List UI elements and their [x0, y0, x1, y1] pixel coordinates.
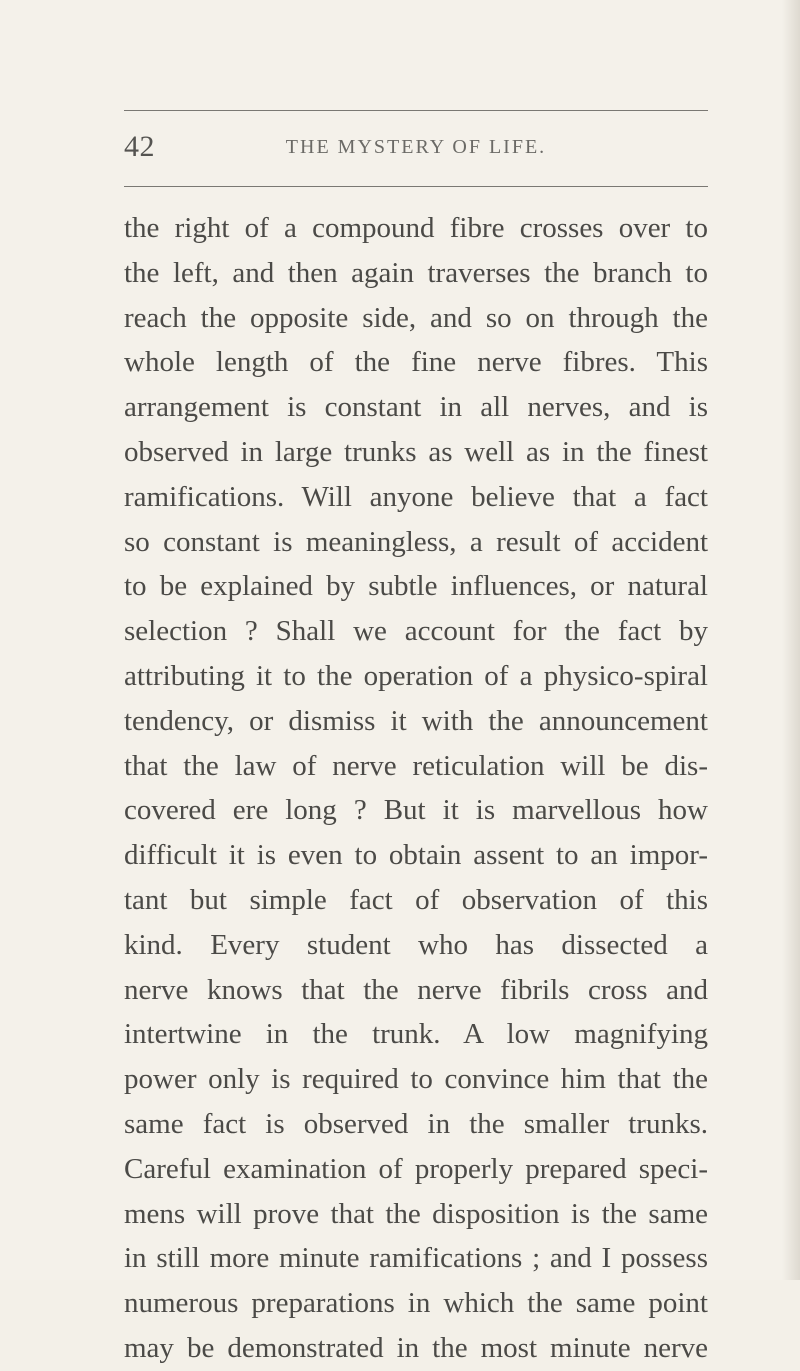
- text-line: Careful examination of properly prepared speci-: [124, 1152, 708, 1185]
- text-line: mens will prove that the disposition is the same: [124, 1197, 708, 1230]
- text-line: to be explained by subtle influences, or natural: [124, 570, 708, 603]
- text-line: reach the opposite side, and so on through the: [124, 301, 708, 334]
- text-line: intertwine in the trunk. A low magnifying: [124, 1018, 708, 1051]
- text-line: numerous preparations in which the same point: [124, 1287, 708, 1320]
- text-line: may be demonstrated in the most minute nerve: [124, 1331, 708, 1364]
- text-line: power only is required to convince him that the: [124, 1063, 708, 1096]
- header-rule-bottom: [124, 186, 708, 187]
- text-line: tendency, or dismiss it with the announcement: [124, 704, 708, 737]
- text-line: kind. Every student who has dissected a: [124, 928, 708, 961]
- text-line: the left, and then again traverses the branch to: [124, 256, 708, 289]
- page-number: 42: [124, 130, 155, 163]
- body-paragraph: [124, 206, 708, 1371]
- text-line: that the law of nerve reticulation will be dis-: [124, 749, 708, 782]
- page-header: [124, 130, 708, 170]
- text-line: whole length of the fine nerve fibres. This: [124, 346, 708, 379]
- text-line: the right of a compound fibre crosses over to: [124, 212, 708, 244]
- text-line: in still more minute ramifications ; and I possess: [124, 1242, 708, 1275]
- text-line: difficult it is even to obtain assent to an impor-: [124, 839, 708, 872]
- text-line: ramifications. Will anyone believe that a fact: [124, 480, 708, 513]
- text-line: so constant is meaningless, a result of accident: [124, 525, 708, 558]
- text-line: attributing it to the operation of a physico-spiral: [124, 659, 708, 692]
- header-rule-top: [124, 110, 708, 111]
- text-line: nerve knows that the nerve fibrils cross and: [124, 973, 708, 1006]
- text-line: same fact is observed in the smaller trunks.: [124, 1107, 708, 1140]
- text-line: arrangement is constant in all nerves, and is: [124, 391, 708, 424]
- text-line: observed in large trunks as well as in the finest: [124, 435, 708, 468]
- page-edge-shadow: [782, 0, 800, 1280]
- text-line: covered ere long ? But it is marvellous how: [124, 794, 708, 827]
- text-line: selection ? Shall we account for the fact by: [124, 615, 708, 648]
- text-line: tant but simple fact of observation of this: [124, 883, 708, 916]
- running-head: THE MYSTERY OF LIFE.: [285, 136, 547, 158]
